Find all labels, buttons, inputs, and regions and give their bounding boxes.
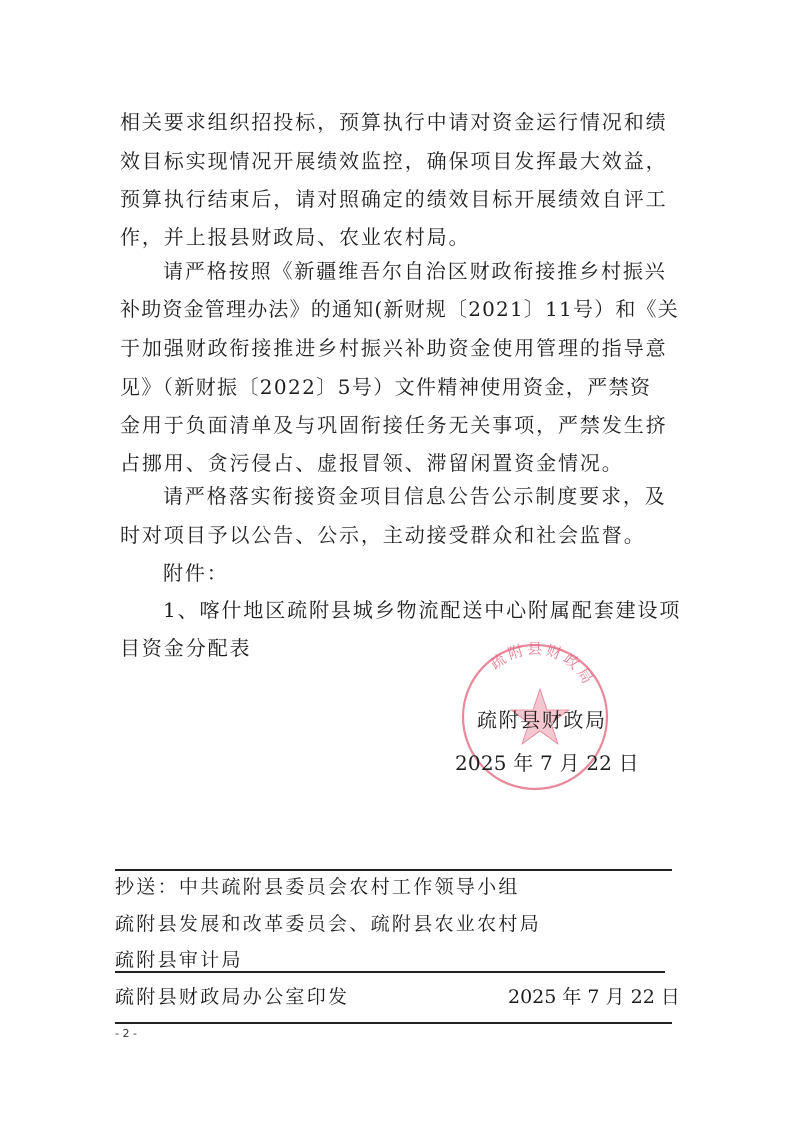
signature-date: 2025 年 7 月 22 日 [455,751,639,775]
body-line: 作，并上报县财政局、农业农村局。 [120,225,471,249]
svg-text:疏附县财政局 [487,640,598,689]
attachment-item: 1、喀什地区疏附县城乡物流配送中心附属配套建设项 [163,598,682,622]
issuer: 疏附县财政局办公室印发 [115,986,350,1008]
cc-line: 疏附县审计局 [115,949,243,971]
body-line: 占挪用、贪污侵占、虚报冒领、滞留闲置资金情况。 [120,451,624,475]
body-line: 请严格落实衔接资金项目信息公告公示制度要求，及 [163,484,667,508]
issue-date: 2025 年 7 月 22 日 [508,986,680,1008]
seal-text: 疏附县财政局 [486,639,599,690]
page-number: - 2 - [115,1027,137,1040]
body-line: 时对项目予以公告、公示，主动接受群众和社会监督。 [120,523,646,547]
body-line: 金用于负面清单及与巩固衔接任务无关事项，严禁发生挤 [120,413,668,437]
body-line: 效目标实现情况开展绩效监控，确保项目发挥最大效益， [120,149,668,173]
body-line: 相关要求组织招投标，预算执行中请对资金运行情况和绩 [120,110,668,134]
attachment-label: 附件： [163,561,229,585]
body-line: 补助资金管理办法》的通知(新财规〔2021〕11号）和《关 [120,297,679,321]
body-line: 见》（新财振〔2022〕5号）文件精神使用资金，严禁资 [120,375,652,399]
attachment-item: 目资金分配表 [120,636,252,660]
signature-org: 疏附县财政局 [477,708,607,732]
body-line: 请严格按照《新疆维吾尔自治区财政衔接推乡村振兴 [163,259,667,283]
cc-line: 抄送：中共疏附县委员会农村工作领导小组 [115,876,520,898]
body-line: 于加强财政衔接推进乡村振兴补助资金使用管理的指导意 [120,336,668,360]
cc-line: 疏附县发展和改革委员会、疏附县农业农村局 [115,913,542,935]
body-line: 预算执行结束后，请对照确定的绩效目标开展绩效自评工 [120,187,668,211]
footer-mid-rule [115,971,665,973]
footer-top-rule [115,869,672,871]
footer-bottom-rule [115,1022,672,1024]
